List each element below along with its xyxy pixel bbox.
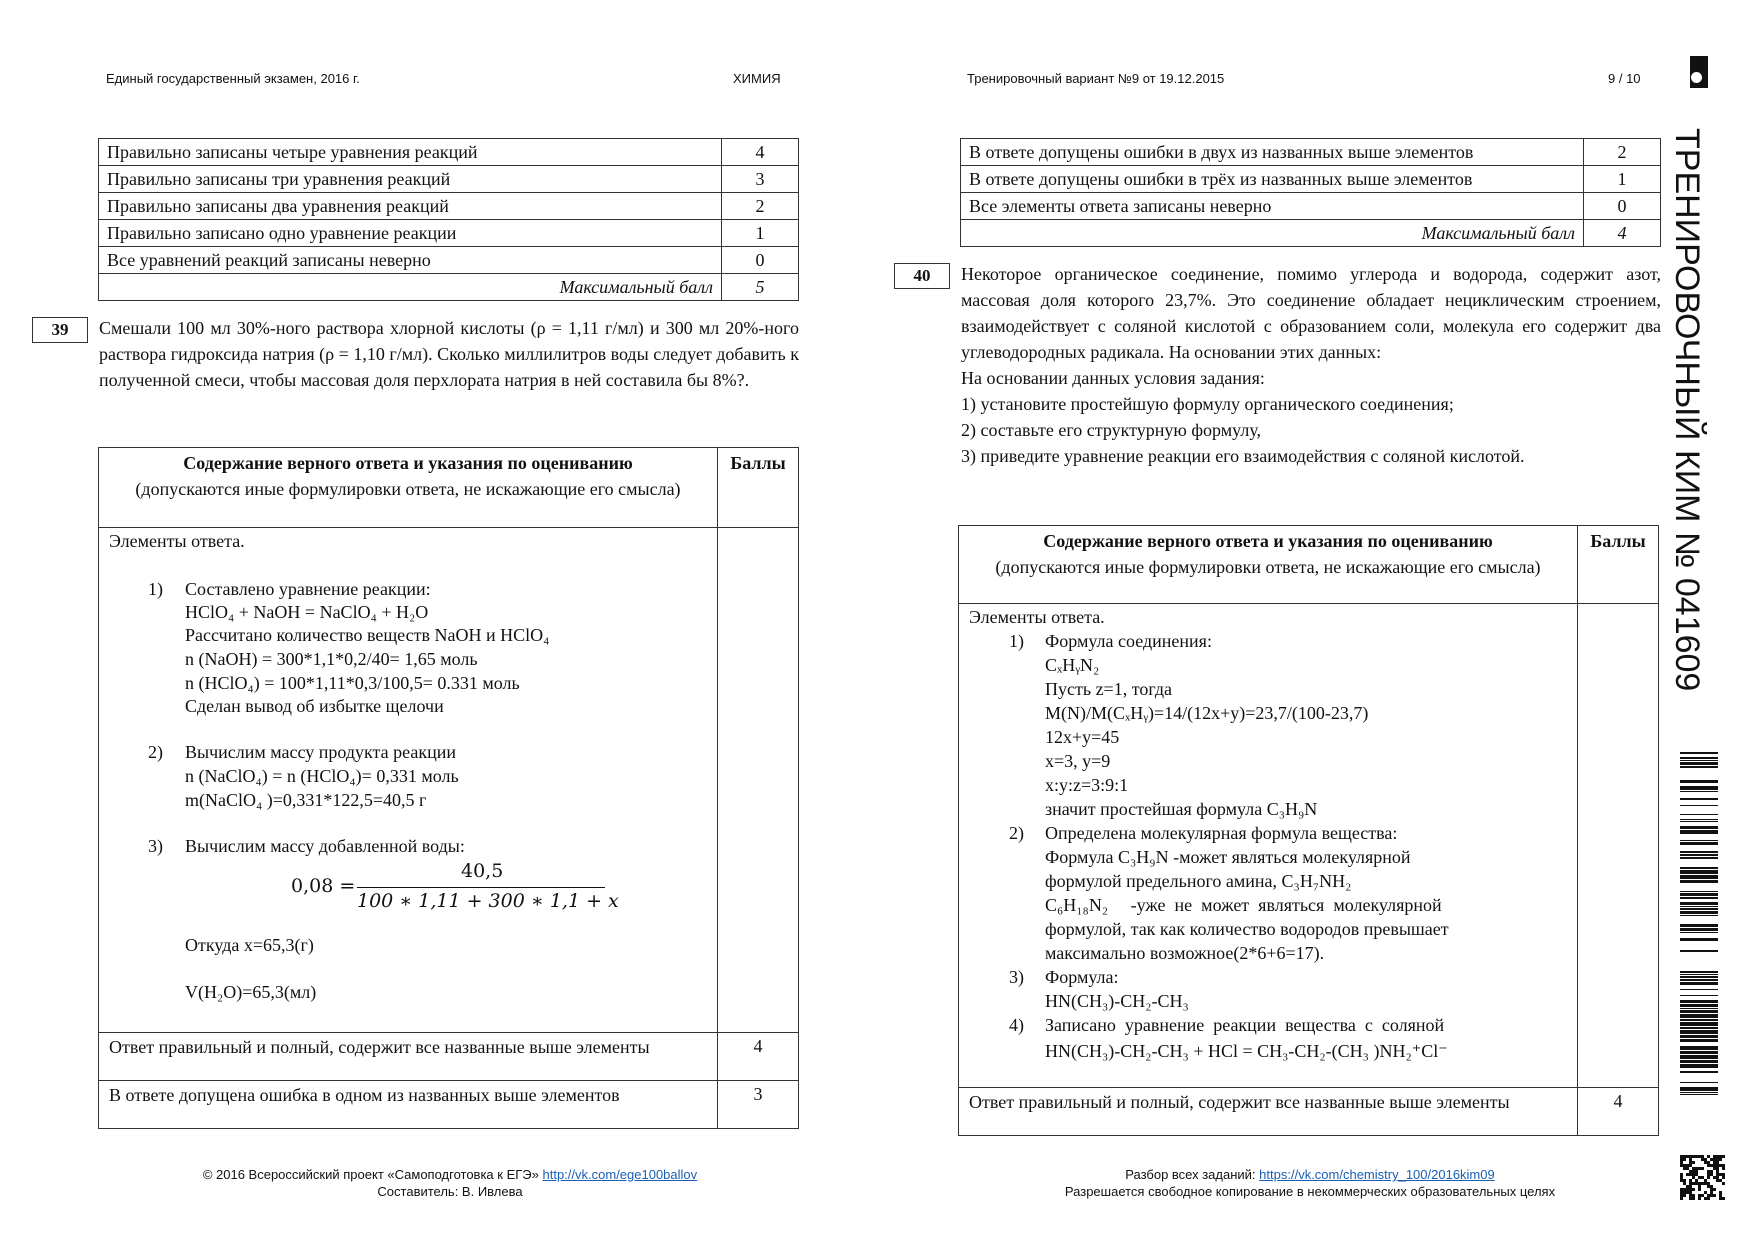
simplest-formula: значит простейшая формула C₃H₉N	[1045, 799, 1318, 819]
reaction-equation: HClO₄ + NaOH = NaClO₄ + H₂O	[185, 602, 429, 622]
criterion-points: 1	[1584, 166, 1661, 193]
answer-header	[959, 526, 1578, 604]
corner-mark-icon	[1690, 56, 1708, 88]
reaction-equation: HN(CH₃)-CH₂-CH₃ + HCl = CH₃-CH₂-(CH₃ )NH₂⁺Cl⁻	[1045, 1041, 1448, 1061]
answer-header-note: (допускаются иные формулировки ответа, не искажающие его смысла)	[135, 479, 681, 499]
answer-header-title: Содержание верного ответа и указания по оцениванию	[1043, 531, 1493, 551]
criterion-text: Все уравнений реакций записаны неверно	[99, 247, 722, 274]
points-header: Баллы	[1578, 526, 1659, 604]
left-score-table	[98, 138, 799, 301]
molecular-formula-line: максимально возможное(2*6+6=17).	[1045, 943, 1325, 963]
general-formula: CₓHᵧN₂	[1045, 655, 1100, 675]
criterion-text: Правильно записаны два уравнения реакций	[99, 193, 722, 220]
answer-elements	[959, 604, 1578, 1088]
row-one-error-points: 3	[718, 1081, 799, 1129]
calc-text: Рассчитано количество веществ NaOH и HClO₄	[185, 625, 550, 645]
criterion-text: Правильно записано одно уравнение реакции	[99, 220, 722, 247]
max-score-label: Максимальный балл	[99, 274, 722, 301]
fraction-equation	[291, 860, 619, 916]
step-title: Формула соединения:	[1045, 631, 1212, 651]
xyz-ratio: x:y:z=3:9:1	[1045, 775, 1129, 795]
points-cell	[1578, 604, 1659, 1088]
table-row	[961, 166, 1661, 193]
criterion-text: В ответе допущены ошибки в двух из названных выше элементов	[961, 139, 1584, 166]
step-title: Определена молекулярная формула вещества:	[1045, 823, 1398, 843]
row-full-answer: Ответ правильный и полный, содержит все названные выше элементы	[959, 1088, 1578, 1136]
left-answer-table	[98, 447, 799, 1129]
qr-code-icon	[1680, 1155, 1726, 1201]
fraction-bar	[357, 887, 605, 888]
header-subject: ХИМИЯ	[733, 71, 781, 86]
molecular-formula-line: C₆H₁₈N₂ -уже не может являться молекулярной	[1045, 895, 1442, 915]
assumption-text: Пусть z=1, тогда	[1045, 679, 1172, 699]
points-header: Баллы	[718, 448, 799, 528]
row-full-points: 4	[1578, 1088, 1659, 1136]
footer-vk-link[interactable]: http://vk.com/ege100ballov	[542, 1167, 698, 1182]
barcode-icon	[1680, 752, 1720, 1102]
conclusion-text: Сделан вывод об избытке щелочи	[185, 696, 444, 716]
elements-label: Элементы ответа.	[969, 607, 1105, 627]
question-40-item: 2) составьте его структурную формулу,	[961, 420, 1262, 440]
calc-naclo4-mass: m(NaClO₄ )=0,331*122,5=40,5 г	[185, 790, 427, 810]
table-row	[961, 139, 1661, 166]
max-score-value: 5	[722, 274, 799, 301]
right-answer-table	[958, 525, 1659, 1136]
header-page-number: 9 / 10	[1608, 71, 1641, 86]
table-row	[961, 220, 1661, 247]
step-number: 4)	[1009, 1015, 1024, 1035]
table-row	[99, 166, 799, 193]
table-row	[99, 139, 799, 166]
footer-copyright: © 2016 Всероссийский проект «Самоподготовка к ЕГЭ»	[202, 1167, 539, 1182]
criterion-text: Правильно записаны четыре уравнения реакций	[99, 139, 722, 166]
footer-analysis-link[interactable]: https://vk.com/chemistry_100/2016kim09	[1259, 1167, 1495, 1182]
fraction-denominator: 100 ∗ 1,11 + 300 ∗ 1,1 + x	[357, 890, 619, 912]
step-number: 3)	[1009, 967, 1024, 987]
molecular-formula-line: формулой, так как количество водородов превышает	[1045, 919, 1449, 939]
elements-label: Элементы ответа.	[109, 531, 245, 551]
footer-license: Разрешается свободное копирование в некоммерческих образовательных целях	[1064, 1184, 1556, 1199]
table-row	[961, 193, 1661, 220]
molecular-formula-line: Формула C₃H₉N -может являться молекулярной	[1045, 847, 1411, 867]
step-number: 2)	[148, 742, 163, 762]
criterion-points: 4	[722, 139, 799, 166]
criterion-points: 3	[722, 166, 799, 193]
criterion-points: 2	[722, 193, 799, 220]
calc-naclo4-amount: n (NaClO₄) = n (HClO₄)= 0,331 моль	[185, 766, 459, 786]
question-39-text: Смешали 100 мл 30%-ного раствора хлорной кислоты (ρ = 1,11 г/мл) и 300 мл 20%-ного раствора гидроксида натрия (ρ = 1,10 г/мл). Сколько миллилитров воды следует добавить к полученной смеси, чтобы массовая доля перхлората натрия в ней составила бы 8%?.	[99, 318, 799, 390]
header-exam: Единый государственный экзамен, 2016 г.	[106, 71, 360, 86]
xy-values: x=3, y=9	[1045, 751, 1111, 771]
footer-left	[150, 1166, 750, 1200]
linear-equation: 12x+y=45	[1045, 727, 1120, 747]
step-number: 2)	[1009, 823, 1024, 843]
max-score-value: 4	[1584, 220, 1661, 247]
criterion-text: Правильно записаны три уравнения реакций	[99, 166, 722, 193]
sidebar-title: ТРЕНИРОВОЧНЫЙ КИМ № 041609	[1668, 128, 1706, 692]
criterion-text: Все элементы ответа записаны неверно	[961, 193, 1584, 220]
fraction-numerator: 40,5	[461, 860, 504, 882]
criterion-points: 2	[1584, 139, 1661, 166]
calc-naoh: n (NaOH) = 300*1,1*0,2/40= 1,65 моль	[185, 649, 478, 669]
step-title: Формула:	[1045, 967, 1119, 987]
row-one-error: В ответе допущена ошибка в одном из названных выше элементов	[99, 1081, 718, 1129]
criterion-text: В ответе допущены ошибки в трёх из названных выше элементов	[961, 166, 1584, 193]
step-number: 1)	[1009, 631, 1024, 651]
molecular-formula-line: формулой предельного амина, C₃H₇NH₂	[1045, 871, 1352, 891]
step-number: 3)	[148, 836, 163, 856]
answer-header-title: Содержание верного ответа и указания по оцениванию	[183, 453, 633, 473]
question-40-block	[961, 261, 1661, 469]
footer-right	[1000, 1166, 1620, 1200]
header-variant: Тренировочный вариант №9 от 19.12.2015	[967, 71, 1225, 86]
ratio-equation: M(N)/M(CₓHᵧ)=14/(12x+y)=23,7/(100-23,7)	[1045, 703, 1369, 723]
table-row	[99, 247, 799, 274]
structural-formula: HN(CH₃)-CH₂-CH₃	[1045, 991, 1189, 1011]
calc-hclo4: n (HClO₄) = 100*1,11*0,3/100,5= 0.331 моль	[185, 673, 520, 693]
footer-author: Составитель: В. Ивлева	[377, 1184, 523, 1199]
footer-analysis-label: Разбор всех заданий:	[1125, 1167, 1256, 1182]
question-40-intro: На основании данных условия задания:	[961, 368, 1265, 388]
step-title: Записано уравнение реакции вещества с соляной	[1045, 1015, 1445, 1035]
table-row	[99, 220, 799, 247]
answer-elements	[99, 528, 718, 1033]
result-volume: V(H₂O)=65,3(мл)	[185, 982, 317, 1002]
step-title: Составлено уравнение реакции:	[185, 579, 431, 599]
question-number-40: 40	[894, 263, 950, 289]
question-number-39: 39	[32, 317, 88, 343]
right-score-table	[960, 138, 1661, 247]
row-full-points: 4	[718, 1033, 799, 1081]
fraction-lhs: 0,08 =	[291, 875, 356, 897]
table-row	[99, 193, 799, 220]
criterion-points: 0	[722, 247, 799, 274]
step-title: Вычислим массу продукта реакции	[185, 742, 456, 762]
points-cell	[718, 528, 799, 1033]
question-40-item: 1) установите простейшую формулу органического соединения;	[961, 394, 1454, 414]
answer-header-note: (допускаются иные формулировки ответа, не искажающие его смысла)	[995, 557, 1541, 577]
answer-header	[99, 448, 718, 528]
row-full-answer: Ответ правильный и полный, содержит все названные выше элементы	[99, 1033, 718, 1081]
step-title: Вычислим массу добавленной воды:	[185, 836, 465, 856]
step-number: 1)	[148, 579, 163, 599]
criterion-points: 1	[722, 220, 799, 247]
max-score-label: Максимальный балл	[961, 220, 1584, 247]
criterion-points: 0	[1584, 193, 1661, 220]
question-40-text: Некоторое органическое соединение, помимо углерода и водорода, содержит азот, массовая доля которого 23,7%. Это соединение обладает нециклическим строением, взаимодействует с соляной кислотой с образованием соли, молекула его содержит два углеводородных радикала. На основании этих данных:	[961, 264, 1661, 362]
result-x: Откуда х=65,3(г)	[185, 935, 314, 955]
question-40-item: 3) приведите уравнение реакции его взаимодействия с соляной кислотой.	[961, 446, 1525, 466]
table-row	[99, 274, 799, 301]
